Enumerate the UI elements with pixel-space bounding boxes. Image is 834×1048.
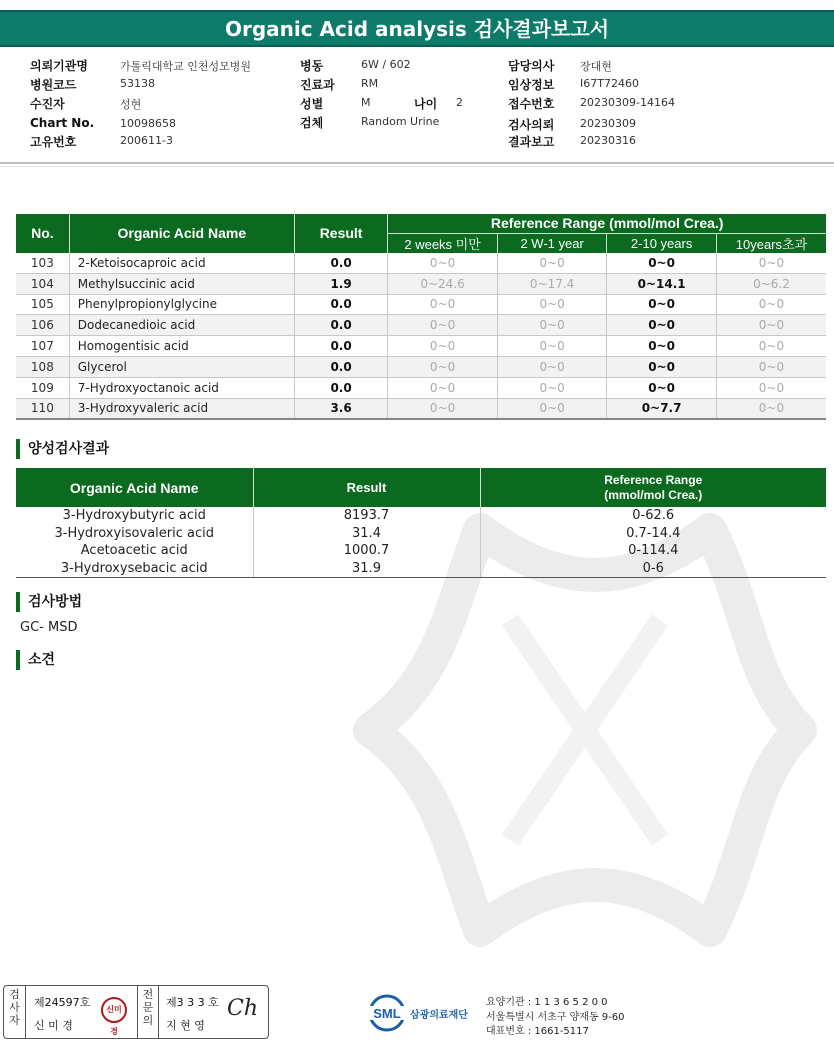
- examiner-label: 검사자: [4, 986, 26, 1038]
- info-label: Chart No.: [30, 116, 95, 130]
- row-acid-name: 3-Hydroxysebacic acid: [16, 560, 253, 578]
- row-no: 107: [16, 336, 69, 357]
- info-value: 성현: [120, 98, 142, 111]
- table-row: [16, 507, 826, 525]
- row-ref: 0-114.4: [628, 543, 679, 559]
- column-header-age-group: 2 weeks 미만: [388, 233, 498, 253]
- info-label: 병동: [300, 59, 324, 73]
- care-institution-code: 요양기관 : 1 1 3 6 5 2 0 0: [486, 997, 608, 1008]
- organic-acid-table: [16, 214, 826, 420]
- divider: [0, 162, 834, 164]
- row-no: 104: [16, 273, 69, 294]
- row-result: 8193.7: [253, 507, 480, 525]
- row-ref: 0~17.4: [497, 273, 607, 294]
- row-acid-name: Phenylpropionylglycine: [69, 294, 294, 315]
- method-text: GC- MSD: [20, 620, 78, 635]
- row-result: 0.0: [294, 253, 387, 274]
- info-label: 진료과: [300, 78, 335, 92]
- row-no: 103: [16, 253, 69, 274]
- row-acid-name: 7-Hydroxyoctanoic acid: [69, 377, 294, 398]
- info-value: 53138: [120, 77, 155, 90]
- table-row: [16, 315, 826, 336]
- row-ref: 0~0: [388, 377, 498, 398]
- info-value: 10098658: [120, 117, 176, 130]
- row-ref: 0~0: [497, 253, 607, 274]
- info-value: 20230309: [580, 117, 636, 130]
- section-title-opinion: 소견: [16, 650, 55, 670]
- row-ref: 0~0: [607, 253, 717, 274]
- info-value: 2: [456, 96, 463, 109]
- info-value: M: [361, 96, 371, 109]
- info-label: 담당의사: [508, 59, 555, 73]
- examiner-name: 신 미 경: [34, 1019, 73, 1032]
- info-value: I67T72460: [580, 77, 639, 90]
- table-row: [16, 294, 826, 315]
- section-title-method: 검사방법: [16, 592, 82, 612]
- row-result: 3.6: [294, 398, 387, 419]
- table-row: [16, 273, 826, 294]
- row-no: 109: [16, 377, 69, 398]
- row-acid-name: 3-Hydroxybutyric acid: [16, 507, 253, 525]
- row-ref: 0~0: [388, 398, 498, 419]
- row-ref: 0~7.7: [607, 398, 717, 419]
- row-result: 0.0: [294, 294, 387, 315]
- row-ref: 0~24.6: [388, 273, 498, 294]
- row-acid-name: 3-Hydroxyisovaleric acid: [16, 525, 253, 543]
- signature-box: [3, 985, 269, 1039]
- reference-header-line: Reference Range: [604, 472, 703, 487]
- info-value: Random Urine: [361, 115, 440, 128]
- row-ref: 0~0: [388, 253, 498, 274]
- specialist-signature: Ch: [227, 996, 259, 1021]
- row-result: 0.0: [294, 336, 387, 357]
- table-row: [16, 253, 826, 274]
- row-ref: 0-6: [480, 560, 826, 578]
- info-label: 검사의뢰: [508, 118, 555, 132]
- reference-header-unit: (mmol/mol Crea.): [604, 487, 703, 502]
- table-row: [16, 560, 826, 578]
- row-ref: 0~0: [716, 315, 826, 336]
- column-header-age-group: 2 W-1 year: [497, 233, 607, 253]
- report-title: Organic Acid analysis 검사결과보고서: [0, 10, 834, 47]
- column-header-result: Result: [294, 214, 387, 253]
- table-row: [16, 336, 826, 357]
- info-label: 성별: [300, 97, 324, 111]
- info-value: 20230309-14164: [580, 96, 675, 109]
- row-result: 0.0: [294, 356, 387, 377]
- column-header-age-group: 2-10 years: [607, 233, 717, 253]
- info-value: 20230316: [580, 134, 636, 147]
- info-label: 임상정보: [508, 78, 555, 92]
- row-no: 108: [16, 356, 69, 377]
- row-acid-name: 2-Ketoisocaproic acid: [69, 253, 294, 274]
- specialist-label: 전문의: [137, 986, 159, 1038]
- info-label: 수진자: [30, 97, 65, 111]
- patient-info-section: [0, 52, 834, 160]
- column-header-name: Organic Acid Name: [16, 468, 253, 507]
- row-result: 1.9: [294, 273, 387, 294]
- column-header-result: Result: [253, 468, 480, 507]
- column-header-reference: Reference Range (mmol/mol Crea.): [388, 214, 826, 233]
- row-ref: 0~0: [497, 356, 607, 377]
- divider: [0, 166, 834, 167]
- row-ref: 0~0: [497, 377, 607, 398]
- organization-address: 서울특별시 서초구 양재동 9-60: [486, 1012, 625, 1023]
- row-ref: 0~6.2: [716, 273, 826, 294]
- row-acid-name: Homogentisic acid: [69, 336, 294, 357]
- row-acid-name: Methylsuccinic acid: [69, 273, 294, 294]
- row-ref: 0.7-14.4: [626, 525, 681, 541]
- row-result: 1000.7: [253, 542, 480, 560]
- table-row: [16, 525, 826, 543]
- info-label: 검체: [300, 116, 324, 130]
- info-value: 200611-3: [120, 134, 173, 147]
- info-label: 나이: [414, 97, 438, 111]
- examiner-license: 제24597호: [34, 996, 91, 1009]
- row-ref: 0~0: [716, 336, 826, 357]
- info-label: 의뢰기관명: [30, 59, 88, 73]
- section-title-positive: 양성검사결과: [16, 439, 109, 459]
- row-ref: 0~0: [607, 315, 717, 336]
- info-value: 가톨릭대학교 인천성모병원: [120, 60, 252, 73]
- row-acid-name: Dodecanedioic acid: [69, 315, 294, 336]
- column-header-no: No.: [16, 214, 69, 253]
- column-header-reference: [480, 468, 826, 507]
- info-label: 고유번호: [30, 135, 77, 149]
- table-row: [16, 377, 826, 398]
- row-no: 105: [16, 294, 69, 315]
- row-ref: 0-62.6: [632, 508, 675, 524]
- row-result: 0.0: [294, 377, 387, 398]
- row-ref: 0~0: [607, 356, 717, 377]
- info-value: 6W / 602: [361, 58, 411, 71]
- row-result: 31.4: [253, 525, 480, 543]
- info-label: 결과보고: [508, 135, 555, 149]
- info-value: RM: [361, 77, 379, 90]
- column-header-name: Organic Acid Name: [69, 214, 294, 253]
- specialist-license: 제3 3 3 호: [166, 996, 219, 1009]
- examiner-seal-icon: 신미경: [101, 997, 127, 1023]
- row-ref: 0~0: [716, 294, 826, 315]
- row-ref: 0~0: [716, 377, 826, 398]
- organization-name: 삼광의료재단: [410, 1010, 468, 1021]
- row-ref: 0~0: [607, 377, 717, 398]
- row-ref: 0~0: [716, 398, 826, 419]
- info-value: 장대현: [580, 60, 612, 73]
- row-ref: 0~0: [388, 336, 498, 357]
- row-ref: 0~0: [716, 356, 826, 377]
- row-acid-name: Glycerol: [69, 356, 294, 377]
- row-acid-name: Acetoacetic acid: [16, 542, 253, 560]
- row-ref: 0~0: [497, 336, 607, 357]
- column-header-age-group: 10years초과: [716, 233, 826, 253]
- row-ref: 0~0: [388, 315, 498, 336]
- info-label: 접수번호: [508, 97, 555, 111]
- row-no: 110: [16, 398, 69, 419]
- row-ref: 0~0: [388, 356, 498, 377]
- row-ref: 0~0: [497, 294, 607, 315]
- row-ref: 0~0: [497, 398, 607, 419]
- positive-results-table: [16, 468, 826, 578]
- organization-phone: 대표번호 : 1661-5117: [486, 1026, 589, 1037]
- info-label: 병원코드: [30, 78, 77, 92]
- row-result: 31.9: [253, 560, 480, 578]
- row-ref: 0~0: [497, 315, 607, 336]
- table-row: [16, 356, 826, 377]
- sml-logo-text: SML: [373, 1006, 401, 1021]
- table-row: [16, 398, 826, 419]
- table-row: [16, 542, 826, 560]
- row-ref: 0~0: [607, 336, 717, 357]
- row-ref: 0~14.1: [607, 273, 717, 294]
- row-result: 0.0: [294, 315, 387, 336]
- row-acid-name: 3-Hydroxyvaleric acid: [69, 398, 294, 419]
- row-no: 106: [16, 315, 69, 336]
- specialist-name: 지 현 영: [166, 1019, 205, 1032]
- row-ref: 0~0: [716, 253, 826, 274]
- row-ref: 0~0: [607, 294, 717, 315]
- sml-logo-icon: [367, 993, 407, 1033]
- row-ref: 0~0: [388, 294, 498, 315]
